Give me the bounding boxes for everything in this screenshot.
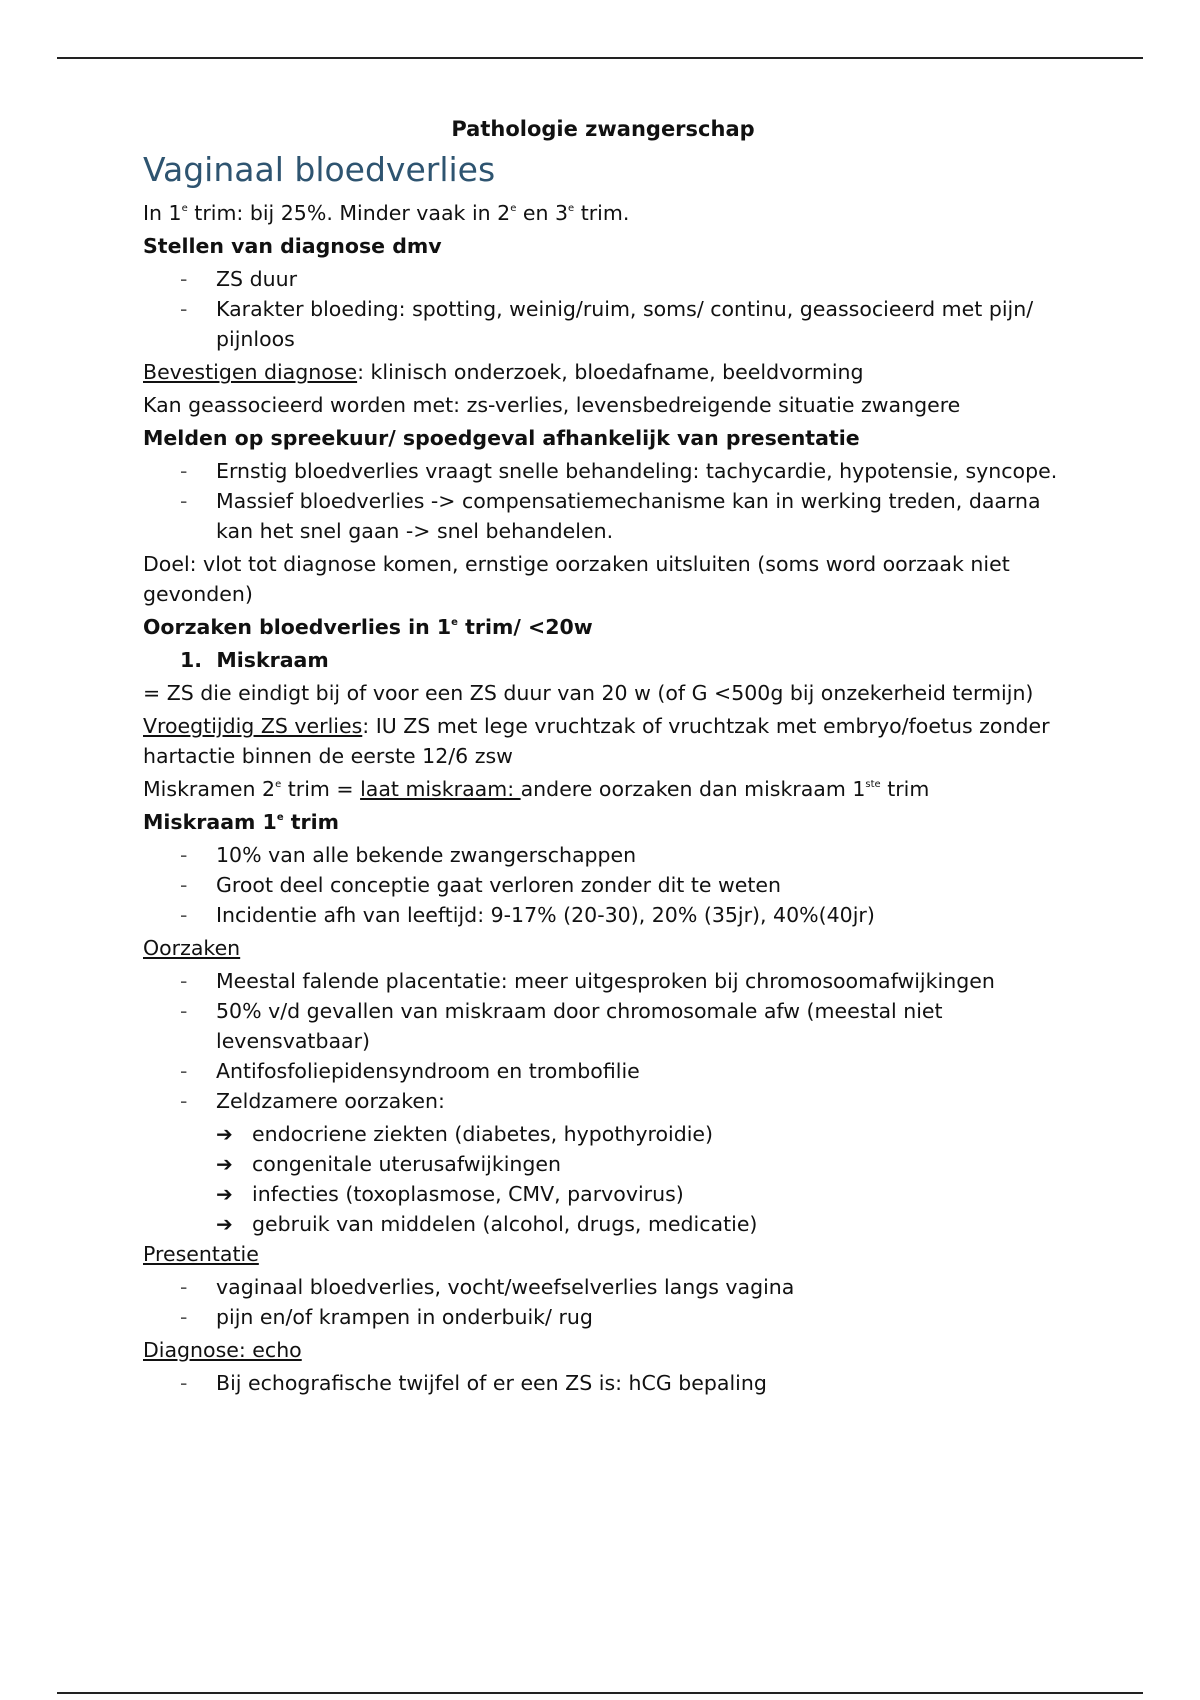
footer-rule xyxy=(57,1692,1143,1694)
dash-bullet: - xyxy=(180,267,188,291)
list-item: - vaginaal bloedverlies, vocht/weefselverlies langs vagina xyxy=(143,1272,1063,1302)
dash-bullet: - xyxy=(180,1275,188,1299)
dash-bullet: - xyxy=(180,1059,188,1083)
arrow-icon: ➔ xyxy=(216,1182,233,1206)
vroegtijdig-paragraph: Vroegtijdig ZS verlies: IU ZS met lege vruchtzak of vruchtzak met embryo/foetus zonder hartactie binnen de eerste 12/6 zsw xyxy=(143,714,1050,768)
header-rule xyxy=(57,57,1143,59)
oorzaken-bloedverlies-heading: Oorzaken bloedverlies in 1e trim/ <20w xyxy=(143,615,593,639)
list-item: - pijn en/of krampen in onderbuik/ rug xyxy=(143,1302,1063,1332)
section-heading: Vaginaal bloedverlies xyxy=(143,150,496,189)
laat-miskraam-paragraph: Miskramen 2e trim = laat miskraam: andere oorzaken dan miskraam 1ste trim xyxy=(143,777,930,801)
list-item: - Groot deel conceptie gaat verloren zonder dit te weten xyxy=(143,870,1063,900)
list-item: - Meestal falende placentatie: meer uitgesproken bij chromosoomafwijkingen xyxy=(143,966,1063,996)
dash-bullet: - xyxy=(180,1305,188,1329)
list-item: - 50% v/d gevallen van miskraam door chromosomale afw (meestal niet levensvatbaar) xyxy=(143,996,1063,1056)
list-item: - Karakter bloeding: spotting, weinig/ruim, soms/ continu, geassocieerd met pijn/ pijnloos xyxy=(143,294,1063,354)
stellen-list xyxy=(143,264,1063,354)
dash-bullet: - xyxy=(180,489,188,513)
document-title: Pathologie zwangerschap xyxy=(451,117,755,141)
diagnose-label: Diagnose: echo xyxy=(143,1338,302,1362)
presentatie-label: Presentatie xyxy=(143,1242,259,1266)
arrow-icon: ➔ xyxy=(216,1122,233,1146)
dash-bullet: - xyxy=(180,969,188,993)
arrow-icon: ➔ xyxy=(216,1152,233,1176)
list-item: - Bij echografische twijfel of er een ZS is: hCG bepaling xyxy=(143,1368,1063,1398)
miskraam-definition: = ZS die eindigt bij of voor een ZS duur van 20 w (of G <500g bij onzekerheid termijn) xyxy=(143,681,1034,705)
dash-bullet: - xyxy=(180,1371,188,1395)
presentatie-list xyxy=(143,1272,1063,1332)
list-item: - ZS duur xyxy=(143,264,1063,294)
list-item: ➔ gebruik van middelen (alcohol, drugs, medicatie) xyxy=(143,1209,1063,1239)
stellen-heading: Stellen van diagnose dmv xyxy=(143,234,442,258)
bevestigen-paragraph: Bevestigen diagnose: klinisch onderzoek, bloedafname, beeldvorming xyxy=(143,360,864,384)
miskraam-1e-trim-heading: Miskraam 1e trim xyxy=(143,810,340,834)
list-item: - Ernstig bloedverlies vraagt snelle behandeling: tachycardie, hypotensie, syncope. xyxy=(143,456,1063,486)
dash-bullet: - xyxy=(180,903,188,927)
dash-bullet: - xyxy=(180,1089,188,1113)
miskraam-numbered-heading: 1. Miskraam xyxy=(180,648,329,672)
list-item: ➔ endocriene ziekten (diabetes, hypothyroidie) xyxy=(143,1119,1063,1149)
oorzaken-list xyxy=(143,966,1063,1116)
list-item: - Massief bloedverlies -> compensatiemechanisme kan in werking treden, daarna kan het snel gaan -> snel behandelen. xyxy=(143,486,1063,546)
dash-bullet: - xyxy=(180,999,188,1023)
list-item: ➔ congenitale uterusafwijkingen xyxy=(143,1149,1063,1179)
oorzaken-label: Oorzaken xyxy=(143,936,241,960)
list-item: - 10% van alle bekende zwangerschappen xyxy=(143,840,1063,870)
arrow-icon: ➔ xyxy=(216,1212,233,1236)
dash-bullet: - xyxy=(180,297,188,321)
dash-bullet: - xyxy=(180,459,188,483)
list-item: - Antifosfoliepidensyndroom en trombofilie xyxy=(143,1056,1063,1086)
geassocieerd-paragraph: Kan geassocieerd worden met: zs-verlies, levensbedreigende situatie zwangere xyxy=(143,393,961,417)
miskraam-1e-trim-list xyxy=(143,840,1063,930)
melden-heading: Melden op spreekuur/ spoedgeval afhankelijk van presentatie xyxy=(143,426,860,450)
list-item: ➔ infecties (toxoplasmose, CMV, parvovirus) xyxy=(143,1179,1063,1209)
dash-bullet: - xyxy=(180,843,188,867)
dash-bullet: - xyxy=(180,873,188,897)
melden-list xyxy=(143,456,1063,546)
document-body xyxy=(143,106,1063,1401)
zeldzamere-oorzaken-list xyxy=(143,1119,1063,1239)
list-item: - Zeldzamere oorzaken: xyxy=(143,1086,1063,1116)
list-item: - Incidentie afh van leeftijd: 9-17% (20-30), 20% (35jr), 40%(40jr) xyxy=(143,900,1063,930)
doel-paragraph: Doel: vlot tot diagnose komen, ernstige oorzaken uitsluiten (soms word oorzaak niet gevonden) xyxy=(143,552,1010,606)
intro-paragraph: In 1e trim: bij 25%. Minder vaak in 2e en 3e trim. xyxy=(143,201,630,225)
diagnose-list xyxy=(143,1368,1063,1398)
